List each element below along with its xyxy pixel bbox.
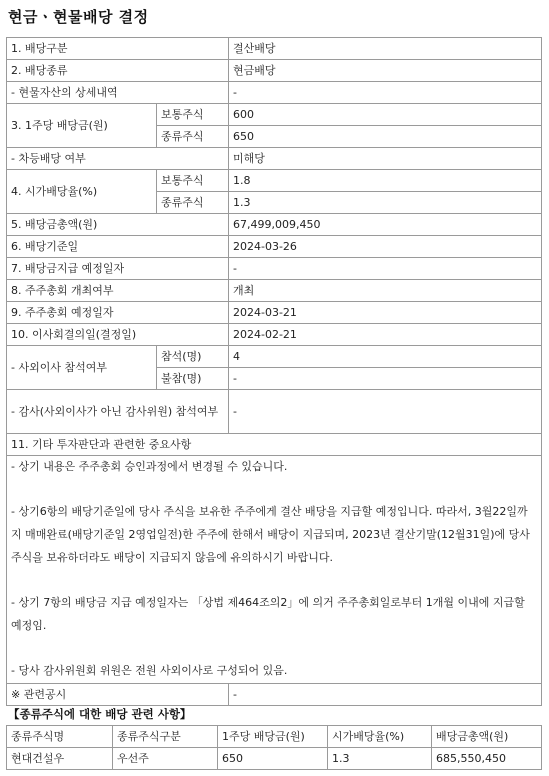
row-label: 11. 기타 투자판단과 관련한 중요사항: [7, 434, 542, 456]
table-row: [7, 258, 542, 280]
column-header: 배당금총액(원): [432, 726, 542, 748]
row-value: -: [229, 368, 542, 390]
table-row: [7, 236, 542, 258]
row-label: 6. 배당기준일: [7, 236, 229, 258]
sub-label: 참석(명): [157, 346, 229, 368]
row-value: 2024-03-21: [229, 302, 542, 324]
row-label: 7. 배당금지급 예정일자: [7, 258, 229, 280]
table-row: [7, 434, 542, 456]
row-value: 67,499,009,450: [229, 214, 542, 236]
row-value: -: [229, 82, 542, 104]
notes-row: [7, 456, 542, 684]
row-value: 미해당: [229, 148, 542, 170]
table-row: [7, 280, 542, 302]
table-row: [7, 683, 542, 705]
table-row: [7, 748, 542, 770]
row-value: 결산배당: [229, 38, 542, 60]
table-row: [7, 60, 542, 82]
table-row: [7, 214, 542, 236]
row-label: 4. 시가배당율(%): [7, 170, 157, 214]
row-label: ※ 관련공시: [7, 683, 229, 705]
dividend-decision-table: [6, 37, 542, 706]
sub-label: 종류주식: [157, 192, 229, 214]
table-cell: 현대건설우: [7, 748, 113, 770]
row-label: 9. 주주총회 예정일자: [7, 302, 229, 324]
row-value: 1.8: [229, 170, 542, 192]
table-row: [7, 82, 542, 104]
table-row: [7, 170, 542, 192]
column-header: 종류주식구분: [113, 726, 218, 748]
table-row: [7, 148, 542, 170]
note-paragraph: - 상기 내용은 주주총회 승인과정에서 변경될 수 있습니다.: [11, 460, 288, 473]
sub-label: 보통주식: [157, 170, 229, 192]
row-value: -: [229, 683, 542, 705]
table-cell: 685,550,450: [432, 748, 542, 770]
row-label: 8. 주주총회 개최여부: [7, 280, 229, 302]
table-row: [7, 324, 542, 346]
preferred-stock-table: [6, 725, 542, 770]
column-header: 1주당 배당금(원): [218, 726, 328, 748]
row-label: - 감사(사외이사가 아닌 감사위원) 참석여부: [7, 390, 229, 434]
row-value: 4: [229, 346, 542, 368]
table-row: [7, 390, 542, 434]
row-label: 5. 배당금총액(원): [7, 214, 229, 236]
note-paragraph: - 당사 감사위원회 위원은 전원 사외이사로 구성되어 있음.: [11, 664, 288, 678]
row-value: 2024-03-26: [229, 236, 542, 258]
note-paragraph: - 상기 7항의 배당금 지급 예정일자는 「상법 제464조의2」에 의거 주주총회일로부터 1개월 이내에 지급할 예정임.: [11, 596, 525, 632]
table-row: [7, 104, 542, 126]
row-value: 650: [229, 126, 542, 148]
row-label: - 사외이사 참석여부: [7, 346, 157, 390]
row-value: 1.3: [229, 192, 542, 214]
row-value: -: [229, 390, 542, 434]
row-value: 600: [229, 104, 542, 126]
row-label: 1. 배당구분: [7, 38, 229, 60]
row-value: 개최: [229, 280, 542, 302]
table-cell: 1.3: [328, 748, 432, 770]
table-header-row: [7, 726, 542, 748]
row-label: - 현물자산의 상세내역: [7, 82, 229, 104]
sub-label: 종류주식: [157, 126, 229, 148]
row-label: 2. 배당종류: [7, 60, 229, 82]
row-label: 3. 1주당 배당금(원): [7, 104, 157, 148]
column-header: 종류주식명: [7, 726, 113, 748]
row-value: -: [229, 258, 542, 280]
row-value: 현금배당: [229, 60, 542, 82]
sub-label: 보통주식: [157, 104, 229, 126]
section-title: 【종류주식에 대한 배당 관련 사항】: [8, 707, 192, 721]
row-label: 10. 이사회결의일(결정일): [7, 324, 229, 346]
column-header: 시가배당율(%): [328, 726, 432, 748]
table-cell: 우선주: [113, 748, 218, 770]
notes-cell: [7, 456, 542, 684]
row-label: - 차등배당 여부: [7, 148, 229, 170]
table-row: [7, 38, 542, 60]
table-row: [7, 346, 542, 368]
table-cell: 650: [218, 748, 328, 770]
note-paragraph: - 상기6항의 배당기준일에 당사 주식을 보유한 주주에게 결산 배당을 지급할 예정입니다. 따라서, 3월22일까지 매매완료(배당기준일 2영업일전)한 주주에 한해서 배당이 지급되며, 2023년 결산기말(12월31일)에 당사 주식을 보유하더라도 배당이 지급되지 않음에 유의하시기 바랍니다.: [11, 505, 530, 564]
page-title: 현금ㆍ현물배당 결정: [8, 8, 149, 26]
sub-label: 불참(명): [157, 368, 229, 390]
table-row: [7, 302, 542, 324]
row-value: 2024-02-21: [229, 324, 542, 346]
